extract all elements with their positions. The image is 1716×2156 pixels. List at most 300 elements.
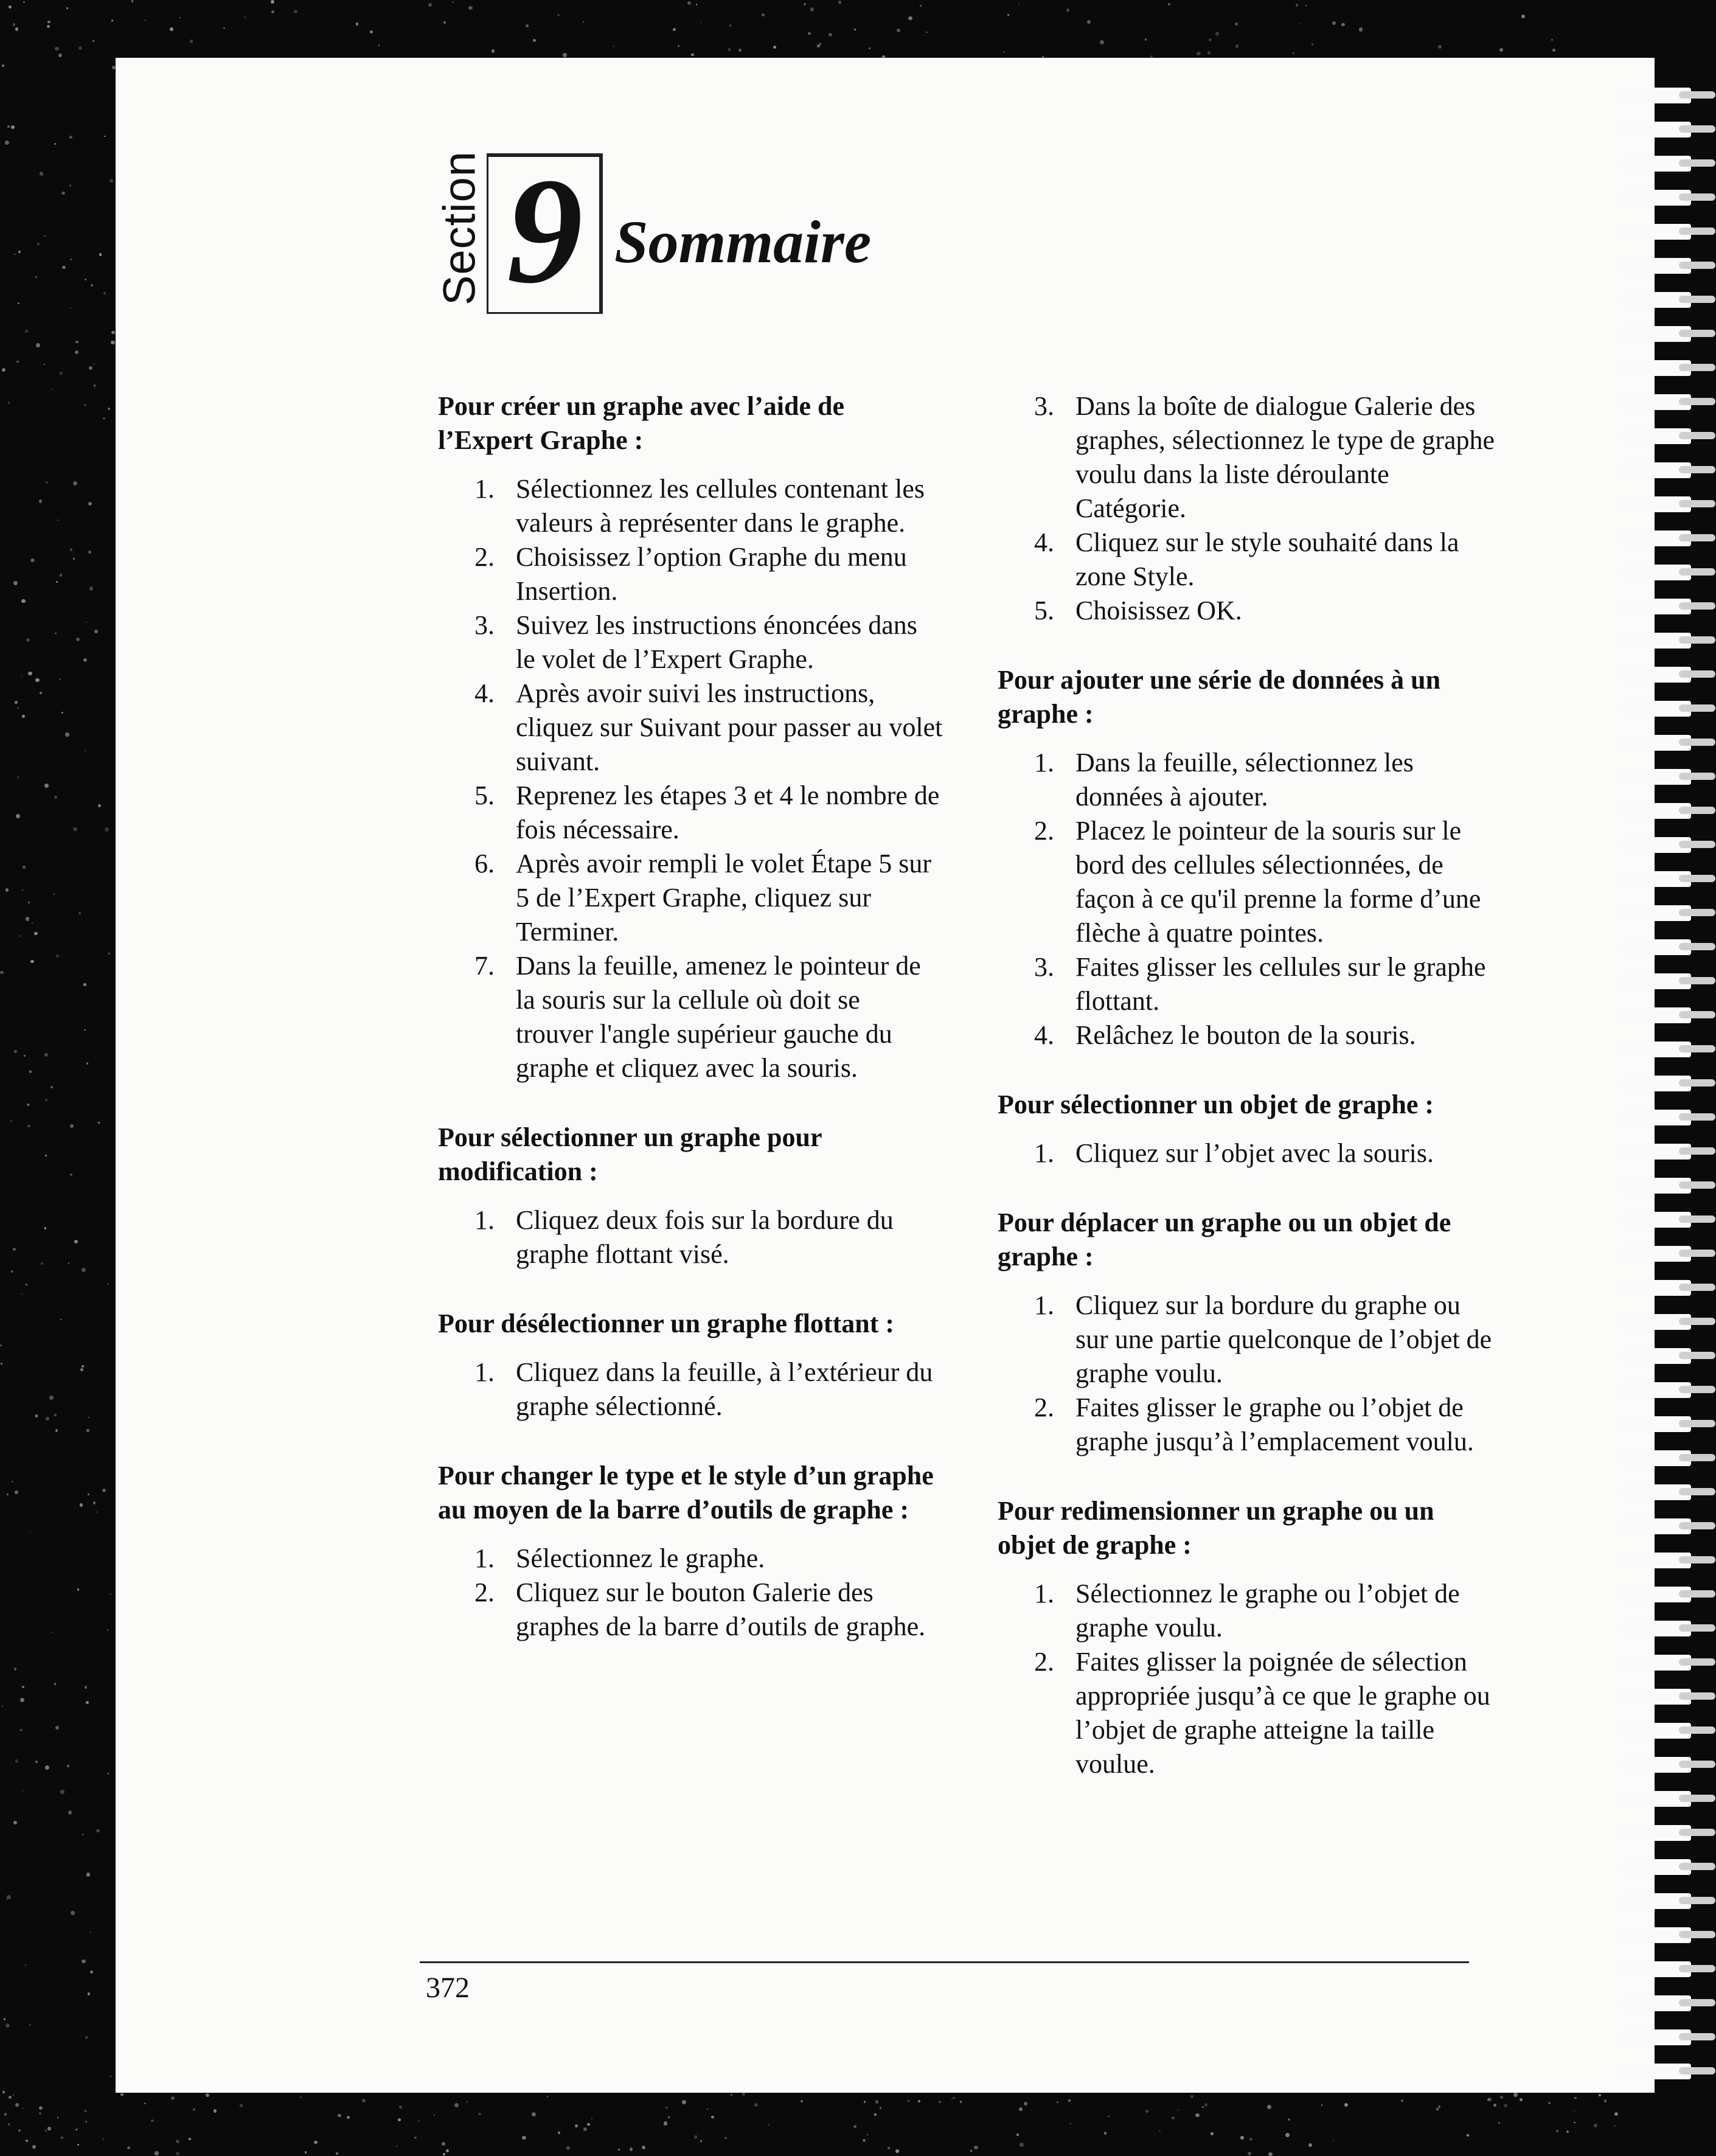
background-speckle: [57, 520, 58, 521]
background-speckle: [35, 1414, 38, 1417]
background-speckle: [69, 136, 72, 139]
background-speckle: [104, 136, 105, 137]
background-speckle: [21, 599, 26, 603]
background-speckle: [9, 2096, 12, 2099]
background-speckle: [5, 888, 9, 891]
background-speckle: [691, 54, 694, 57]
background-speckle: [557, 14, 559, 16]
step-item: [438, 608, 943, 676]
background-speckle: [22, 1686, 25, 1689]
background-speckle: [26, 2140, 28, 2142]
spiral-ring: [1618, 1380, 1709, 1400]
step-item: [438, 1355, 943, 1424]
step-list: [998, 1288, 1496, 1459]
step-item: [998, 950, 1496, 1018]
background-speckle: [1614, 2125, 1616, 2127]
background-speckle: [102, 1489, 106, 1492]
background-speckle: [108, 408, 110, 410]
background-speckle: [35, 276, 36, 277]
spiral-ring: [1618, 494, 1709, 515]
page-number: 372: [426, 1972, 470, 2004]
background-speckle: [362, 2099, 366, 2102]
background-speckle: [29, 2024, 31, 2026]
background-speckle: [35, 678, 39, 682]
procedure-block: [998, 1494, 1496, 1781]
background-speckle: [44, 364, 45, 365]
background-speckle: [84, 1029, 86, 1031]
spiral-ring: [1618, 1686, 1709, 1707]
background-speckle: [356, 23, 358, 25]
step-text: Dans la boîte de dialogue Galerie des graphes, sélectionnez le type de graphe voulu dans la liste déroulante Catégorie.: [1075, 391, 1495, 523]
spiral-ring: [1618, 358, 1709, 378]
background-speckle: [21, 1293, 23, 1295]
background-speckle: [28, 672, 32, 676]
procedure-block: [438, 1121, 943, 1271]
background-speckle: [60, 372, 63, 375]
background-speckle: [300, 2096, 302, 2098]
spiral-ring: [1618, 1312, 1709, 1332]
step-number: 1.: [474, 1543, 495, 1573]
step-text: Cliquez sur le style souhaité dans la zone Style.: [1075, 527, 1459, 591]
background-speckle: [70, 548, 72, 551]
background-speckle: [1305, 5, 1307, 6]
background-speckle: [27, 1125, 30, 1128]
background-speckle: [62, 266, 65, 269]
background-speckle: [21, 676, 23, 677]
background-speckle: [61, 192, 64, 195]
background-speckle: [953, 2097, 954, 2099]
background-speckle: [817, 44, 819, 47]
background-speckle: [467, 2101, 468, 2102]
background-speckle: [88, 502, 92, 506]
background-speckle: [1599, 2094, 1601, 2096]
background-speckle: [179, 17, 181, 18]
background-speckle: [1574, 2097, 1577, 2099]
background-speckle: [49, 1396, 54, 1400]
background-speckle: [107, 1629, 108, 1630]
footer-rule: [420, 1961, 1469, 1963]
step-number: 2.: [1034, 1393, 1054, 1422]
background-speckle: [26, 1284, 27, 1285]
background-speckle: [56, 581, 58, 583]
background-speckle: [10, 1120, 12, 1122]
step-text: Cliquez sur la bordure du graphe ou sur une partie quelconque de l’objet de graphe voulu.: [1075, 1290, 1492, 1388]
background-speckle: [314, 2141, 318, 2144]
background-speckle: [29, 1070, 32, 1073]
background-speckle: [13, 1248, 16, 1251]
background-speckle: [20, 1698, 24, 1702]
background-speckle: [47, 2127, 51, 2130]
background-speckle: [69, 184, 72, 187]
step-number: 4.: [474, 678, 495, 708]
background-speckle: [74, 1240, 78, 1243]
spiral-ring: [1618, 630, 1709, 651]
background-speckle: [1016, 2133, 1019, 2136]
spiral-ring: [1618, 1891, 1709, 1911]
background-speckle: [44, 784, 49, 788]
background-speckle: [68, 1262, 69, 1264]
spiral-ring: [1618, 85, 1709, 106]
background-speckle: [630, 2147, 633, 2151]
background-speckle: [55, 633, 56, 634]
background-speckle: [54, 143, 56, 145]
background-speckle: [1288, 2118, 1290, 2121]
background-speckle: [687, 1, 691, 5]
background-speckle: [30, 1532, 31, 1533]
background-speckle: [294, 10, 297, 13]
background-speckle: [347, 2116, 350, 2119]
background-speckle: [14, 1667, 17, 1671]
procedure-block: [438, 389, 943, 1085]
background-speckle: [37, 243, 40, 245]
background-speckle: [1594, 2124, 1597, 2127]
background-speckle: [54, 796, 57, 799]
background-speckle: [854, 29, 856, 30]
background-speckle: [22, 1790, 23, 1792]
step-text: Faites glisser les cellules sur le graphe flottant.: [1075, 952, 1486, 1016]
background-speckle: [468, 6, 472, 10]
background-speckle: [591, 2118, 593, 2120]
background-speckle: [414, 2137, 417, 2139]
spiral-ring: [1618, 801, 1709, 821]
background-speckle: [801, 2100, 803, 2102]
background-speckle: [673, 28, 676, 32]
background-speckle: [89, 586, 94, 591]
background-speckle: [98, 1122, 100, 1124]
background-speckle: [452, 1, 454, 4]
background-speckle: [176, 2152, 179, 2155]
spiral-ring: [1618, 1925, 1709, 1946]
background-speckle: [45, 1765, 49, 1770]
background-speckle: [1556, 2130, 1558, 2132]
background-speckle: [61, 2137, 63, 2139]
step-number: 6.: [474, 849, 495, 878]
step-number: 1.: [474, 1357, 495, 1387]
background-speckle: [26, 638, 30, 642]
background-speckle: [15, 2103, 19, 2107]
background-speckle: [36, 343, 40, 347]
step-item: [998, 1018, 1496, 1052]
background-speckle: [85, 404, 86, 405]
background-speckle: [94, 630, 98, 633]
spiral-ring: [1618, 1550, 1709, 1571]
step-item: [998, 1288, 1496, 1391]
step-text: Faites glisser le graphe ou l’objet de graphe jusqu’à l’emplacement voulu.: [1075, 1393, 1474, 1456]
step-item: [438, 779, 943, 847]
background-speckle: [75, 2129, 78, 2131]
step-item: [438, 1576, 943, 1644]
background-speckle: [16, 361, 18, 363]
background-speckle: [443, 2153, 445, 2155]
step-text: Placez le pointeur de la souris sur le bord des cellules sélectionnées, de façon à ce qu'il prenne la forme d’une flèche à quatre pointes.: [1075, 816, 1481, 948]
background-speckle: [1332, 21, 1336, 25]
background-speckle: [1574, 2122, 1575, 2123]
step-number: 3.: [474, 610, 495, 640]
background-speckle: [76, 638, 80, 641]
background-speckle: [1293, 52, 1294, 54]
background-speckle: [773, 46, 776, 49]
spiral-ring: [1618, 1005, 1709, 1026]
background-speckle: [39, 2106, 43, 2110]
step-text: Sélectionnez les cellules contenant les valeurs à représenter dans le graphe.: [516, 474, 925, 538]
spiral-binding: [1618, 85, 1716, 2123]
background-speckle: [668, 2116, 670, 2118]
background-speckle: [73, 827, 77, 832]
background-speckle: [2, 64, 4, 67]
background-speckle: [5, 2023, 10, 2028]
background-speckle: [1296, 4, 1298, 6]
procedure-block: [998, 1206, 1496, 1459]
background-speckle: [1299, 23, 1300, 24]
background-speckle: [27, 1104, 29, 1105]
background-speckle: [1042, 56, 1044, 58]
background-speckle: [99, 253, 102, 256]
background-speckle: [804, 3, 806, 5]
step-item: [998, 1645, 1496, 1781]
background-speckle: [40, 692, 42, 694]
background-speckle: [17, 776, 19, 778]
background-speckle: [1207, 51, 1211, 54]
background-speckle: [88, 1992, 90, 1995]
background-speckle: [90, 1970, 94, 1974]
background-speckle: [86, 622, 87, 623]
spiral-ring: [1618, 1754, 1709, 1775]
background-speckle: [399, 2106, 403, 2109]
background-speckle: [75, 350, 78, 354]
background-speckle: [89, 366, 92, 370]
background-speckle: [2, 1706, 3, 1707]
spiral-ring: [1618, 1278, 1709, 1298]
background-speckle: [5, 141, 9, 145]
spiral-ring: [1618, 1959, 1709, 1980]
procedure-block: [998, 663, 1496, 1052]
background-speckle: [697, 2132, 698, 2133]
background-speckle: [1209, 38, 1212, 41]
background-speckle: [1311, 43, 1313, 45]
step-number: 4.: [1034, 527, 1054, 557]
background-speckle: [398, 2118, 401, 2121]
background-speckle: [120, 2093, 123, 2096]
background-speckle: [1521, 15, 1525, 18]
background-speckle: [305, 2151, 307, 2153]
background-speckle: [78, 46, 82, 50]
background-speckle: [14, 1050, 17, 1053]
background-speckle: [244, 16, 246, 18]
background-speckle: [7, 125, 10, 128]
background-speckle: [16, 814, 20, 818]
background-speckle: [895, 2149, 899, 2153]
background-speckle: [32, 2145, 36, 2149]
background-speckle: [2, 368, 5, 372]
background-speckle: [151, 2119, 154, 2123]
spiral-ring: [1618, 903, 1709, 923]
background-speckle: [1500, 2096, 1503, 2099]
spiral-ring: [1618, 1175, 1709, 1196]
background-speckle: [728, 48, 731, 50]
background-speckle: [9, 5, 12, 9]
step-item: [998, 526, 1496, 594]
background-speckle: [336, 2152, 338, 2155]
background-speckle: [54, 1414, 57, 1417]
step-text: Cliquez dans la feuille, à l’extérieur du graphe sélectionné.: [516, 1357, 933, 1421]
background-speckle: [0, 971, 4, 975]
background-speckle: [768, 2124, 769, 2125]
background-speckle: [22, 2108, 24, 2110]
step-item: [998, 814, 1496, 950]
background-speckle: [39, 499, 43, 503]
spiral-ring: [1618, 971, 1709, 992]
background-speckle: [1498, 2122, 1500, 2124]
background-speckle: [15, 701, 18, 704]
step-item: [438, 540, 943, 608]
spiral-ring: [1618, 1414, 1709, 1434]
background-speckle: [109, 179, 113, 183]
background-speckle: [44, 1053, 48, 1057]
step-number: 2.: [1034, 816, 1054, 846]
background-speckle: [47, 21, 50, 24]
background-speckle: [144, 2102, 146, 2104]
background-speckle: [1018, 3, 1020, 4]
spiral-ring: [1618, 1789, 1709, 1809]
background-speckle: [7, 1895, 11, 1899]
background-speckle: [1548, 2102, 1550, 2104]
background-speckle: [869, 47, 870, 49]
background-speckle: [73, 558, 75, 560]
background-speckle: [1100, 40, 1104, 44]
background-speckle: [558, 2132, 560, 2134]
background-speckle: [25, 1964, 26, 1966]
spiral-ring: [1618, 1618, 1709, 1639]
step-text: Après avoir suivi les instructions, cliquez sur Suivant pour passer au volet suivant.: [516, 678, 943, 776]
background-speckle: [70, 307, 71, 308]
spiral-ring: [1618, 221, 1709, 242]
background-speckle: [696, 4, 698, 5]
background-speckle: [45, 1155, 47, 1156]
background-speckle: [808, 32, 810, 35]
step-text: Relâchez le bouton de la souris.: [1075, 1020, 1416, 1050]
background-speckle: [1344, 2103, 1349, 2107]
background-speckle: [98, 804, 101, 807]
background-speckle: [12, 1481, 13, 1483]
background-speckle: [819, 43, 821, 44]
step-number: 1.: [474, 1205, 495, 1235]
spiral-ring: [1618, 835, 1709, 855]
background-speckle: [193, 2108, 195, 2110]
step-text: Cliquez sur l’objet avec la souris.: [1075, 1138, 1434, 1168]
background-speckle: [110, 2076, 111, 2077]
step-text: Choisissez l’option Graphe du menu Insertion.: [516, 542, 907, 606]
background-speckle: [30, 558, 35, 563]
spiral-ring: [1618, 562, 1709, 583]
background-speckle: [1211, 2132, 1214, 2135]
background-speckle: [7, 1494, 9, 1495]
background-speckle: [707, 2109, 708, 2110]
background-speckle: [1004, 51, 1005, 52]
spiral-ring: [1618, 1107, 1709, 1128]
background-speckle: [44, 1227, 47, 1229]
background-speckle: [189, 2138, 191, 2140]
step-text: Dans la feuille, sélectionnez les données à ajouter.: [1075, 748, 1414, 812]
background-speckle: [1087, 20, 1091, 24]
background-speckle: [73, 481, 77, 485]
spiral-ring: [1618, 1073, 1709, 1094]
background-speckle: [443, 21, 446, 24]
background-speckle: [30, 960, 33, 963]
background-speckle: [176, 2140, 179, 2143]
background-speckle: [240, 2104, 243, 2107]
step-number: 1.: [1034, 1579, 1054, 1608]
step-number: 4.: [1034, 1020, 1054, 1050]
background-speckle: [111, 341, 115, 345]
background-speckle: [92, 40, 94, 42]
section-label: Section: [434, 151, 485, 305]
background-speckle: [54, 1683, 57, 1685]
step-number: 5.: [1034, 596, 1054, 625]
background-speckle: [40, 172, 44, 176]
background-speckle: [94, 363, 95, 364]
background-speckle: [1168, 3, 1170, 5]
background-speckle: [838, 1, 842, 4]
spiral-ring: [1618, 528, 1709, 549]
spiral-ring: [1618, 1652, 1709, 1673]
background-speckle: [24, 1055, 26, 1057]
background-speckle: [1267, 2105, 1271, 2109]
background-speckle: [131, 0, 134, 2]
background-speckle: [41, 1262, 43, 1265]
background-speckle: [1066, 9, 1069, 12]
step-list: [998, 389, 1496, 628]
background-speckle: [60, 1790, 64, 1793]
procedure-heading: Pour créer un graphe avec l’aide de l’Expert Graphe :: [438, 391, 845, 455]
step-text: Suivez les instructions énoncées dans le volet de l’Expert Graphe.: [516, 610, 917, 674]
background-speckle: [1248, 2152, 1251, 2155]
step-item: [438, 1542, 943, 1576]
background-speckle: [1019, 2107, 1023, 2111]
step-number: 2.: [474, 542, 495, 572]
step-number: 2.: [474, 1577, 495, 1607]
background-speckle: [1069, 2123, 1071, 2124]
background-speckle: [15, 27, 19, 31]
background-speckle: [418, 2120, 420, 2122]
background-speckle: [52, 389, 53, 390]
step-text: Sélectionnez le graphe.: [516, 1543, 765, 1573]
background-speckle: [396, 2145, 397, 2146]
background-speckle: [678, 45, 679, 47]
procedure-heading: Pour sélectionner un objet de graphe :: [998, 1090, 1434, 1119]
spiral-ring: [1618, 1720, 1709, 1741]
background-speckle: [1513, 2093, 1518, 2097]
background-speckle: [613, 46, 614, 47]
background-speckle: [85, 750, 86, 751]
spiral-ring: [1618, 187, 1709, 208]
background-speckle: [974, 2146, 978, 2149]
background-speckle: [908, 16, 912, 20]
background-speckle: [547, 2096, 549, 2098]
spiral-ring: [1618, 153, 1709, 174]
background-speckle: [1108, 2116, 1110, 2118]
background-speckle: [1057, 2101, 1058, 2103]
background-speckle: [1604, 2099, 1607, 2102]
background-speckle: [492, 49, 495, 52]
step-number: 1.: [1034, 1138, 1054, 1168]
spiral-ring: [1618, 1448, 1709, 1469]
background-speckle: [13, 1821, 17, 1824]
background-speckle: [66, 7, 68, 9]
step-list: [438, 472, 943, 1085]
background-speckle: [1488, 2098, 1492, 2101]
background-speckle: [271, 10, 274, 13]
background-speckle: [75, 341, 78, 344]
